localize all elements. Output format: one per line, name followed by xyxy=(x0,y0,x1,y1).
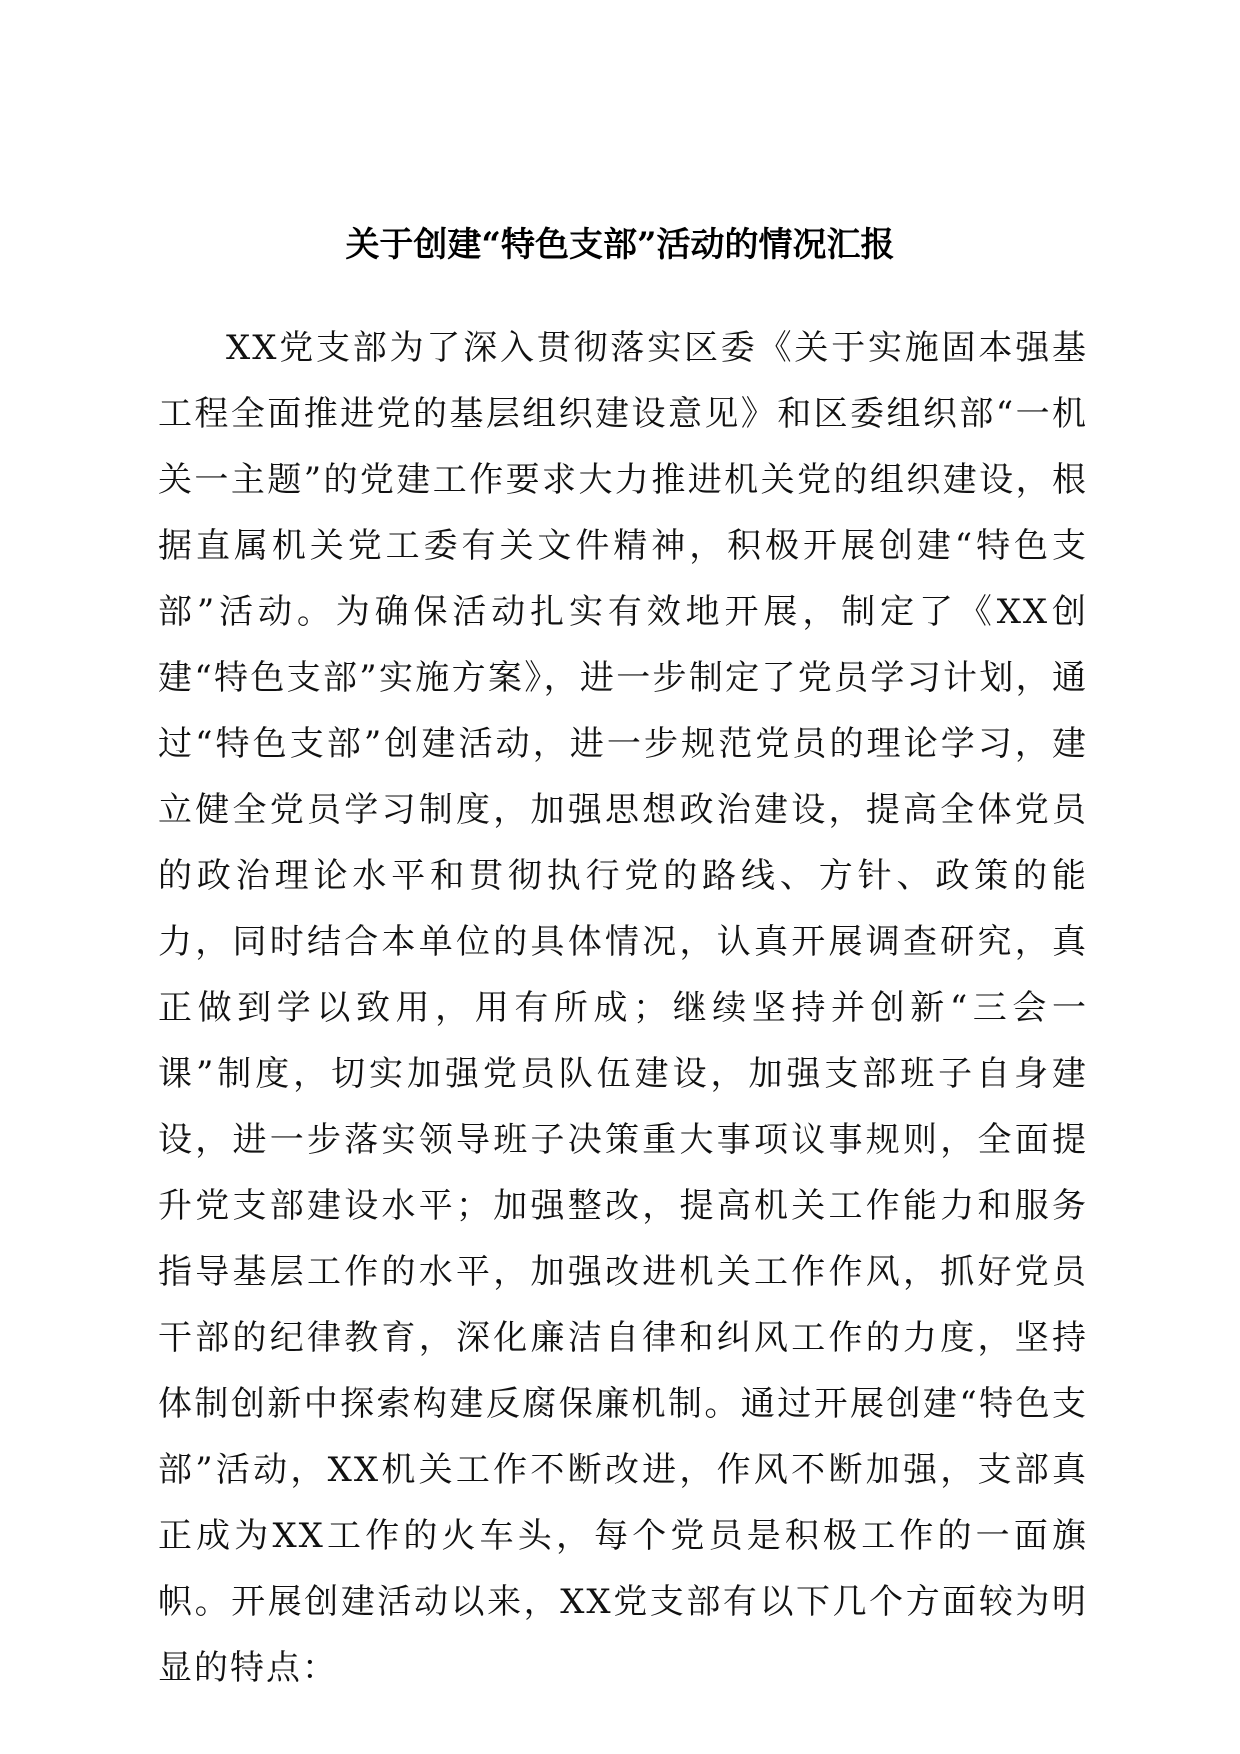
document-title: 关于创建“特色支部”活动的情况汇报 xyxy=(345,225,895,265)
body-paragraph: XX党支部为了深入贯彻落实区委《关于实施固本强基工程全面推进党的基层组织建设意见》和区委组织部“一机关一主题”的党建工作要求大力推进机关党的组织建设，根据直属机关党工委有关文件精神，积极开展创建“特色支部”活动。为确保活动扎实有效地开展，制定了《XX创建“特色支部”实施方案》，进一步制定了党员学习计划，通过“特色支部”创建活动，进一步规范党员的理论学习，建立健全党员学习制度，加强思想政治建设，提高全体党员的政治理论水平和贯彻执行党的路线、方针、政策的能力，同时结合本单位的具体情况，认真开展调查研究，真正做到学以致用，用有所成；继续坚持并创新“三会一课”制度，切实加强党员队伍建设，加强支部班子自身建设，进一步落实领导班子决策重大事项议事规则，全面提升党支部建设水平；加强整改，提高机关工作能力和服务指导基层工作的水平，加强改进机关工作作风，抓好党员干部的纪律教育，深化廉洁自律和纠风工作的力度，坚持体制创新中探索构建反腐保廉机制。通过开展创建“特色支部”活动，XX机关工作不断改进，作风不断加强，支部真正成为XX工作的火车头，每个党员是积极工作的一面旗帜。开展创建活动以来，XX党支部有以下几个方面较为明显的特点： xyxy=(158,328,1088,1688)
